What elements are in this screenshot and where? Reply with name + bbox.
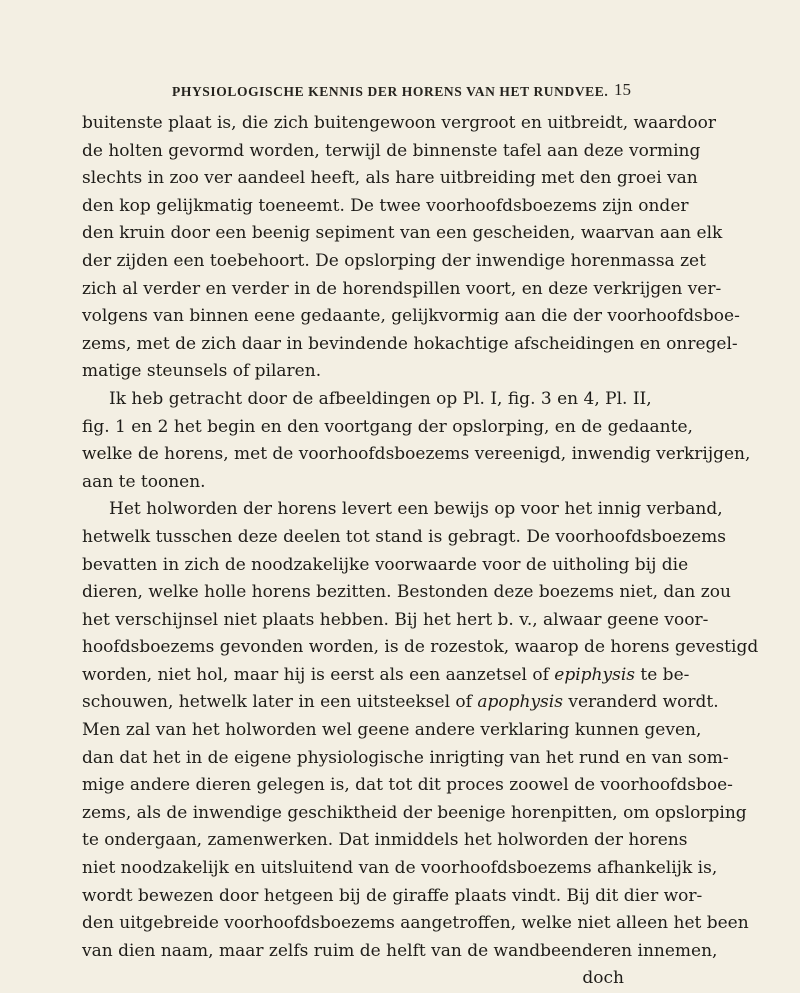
running-title: PHYSIOLOGISCHE KENNIS DER HORENS VAN HET RUNDVEE. bbox=[172, 84, 609, 99]
text-line: matige steunsels of pilaren. bbox=[82, 361, 322, 382]
text-line: mige andere dieren gelegen is, dat tot dit proces zoowel de voorhoofdsboe- bbox=[82, 775, 733, 796]
text-line: van dien naam, maar zelfs ruim de helft van de wandbeenderen innemen, bbox=[82, 940, 718, 961]
text-line: de holten gevormd worden, terwijl de binnenste tafel aan deze vorming bbox=[82, 140, 701, 161]
text-line: zich al verder en verder in de horendspillen voort, en deze verkrijgen ver- bbox=[82, 278, 722, 299]
text-line: zems, met de zich daar in bevindende hokachtige afscheidingen en onregel- bbox=[82, 333, 738, 354]
text-line: Men zal van het holworden wel geene andere verklaring kunnen geven, bbox=[82, 720, 702, 741]
text-line: zems, als de inwendige geschiktheid der beenige horenpitten, om opslorping bbox=[82, 802, 747, 823]
text-line: aan te toonen. bbox=[82, 471, 206, 492]
catchword: doch bbox=[582, 968, 624, 989]
italic-term: epiphysis bbox=[554, 664, 635, 685]
text-fragment: schouwen, hetwelk later in een uitsteeksel of bbox=[82, 692, 478, 713]
text-line: der zijden een toebehoort. De opslorping der inwendige horenmassa zet bbox=[82, 250, 706, 271]
page-number: 15 bbox=[614, 80, 631, 99]
text-line: dieren, welke holle horens bezitten. Bestonden deze boezems niet, dan zou bbox=[82, 582, 731, 603]
text-line: buitenste plaat is, die zich buitengewoon vergroot en uitbreidt, waardoor bbox=[82, 113, 716, 133]
text-line: welke de horens, met de voorhoofdsboezems vereenigd, inwendig verkrijgen, bbox=[82, 444, 751, 465]
text-line: den kruin door een beenig sepiment van een gescheiden, waarvan aan elk bbox=[82, 223, 723, 244]
text-line: fig. 1 en 2 het begin en den voortgang der opslorping, en de gedaante, bbox=[82, 416, 693, 437]
text-line: volgens van binnen eene gedaante, gelijkvormig aan die der voorhoofdsboe- bbox=[82, 306, 740, 327]
text-line: niet noodzakelijk en uitsluitend van de voorhoofdsboezems afhankelijk is, bbox=[82, 858, 718, 879]
text-line: hoofdsboezems gevonden worden, is de rozestok, waarop de horens gevestigd bbox=[82, 637, 759, 658]
text-line bbox=[82, 662, 690, 690]
text-line: den uitgebreide voorhoofdsboezems aangetroffen, welke niet alleen het been bbox=[82, 913, 749, 934]
text-line: slechts in zoo ver aandeel heeft, als hare uitbreiding met den groei van bbox=[82, 168, 698, 189]
text-line: te ondergaan, zamenwerken. Dat inmiddels het holworden der horens bbox=[82, 830, 688, 851]
text-fragment: worden, niet hol, maar hij is eerst als een aanzetsel of bbox=[82, 664, 555, 685]
text-line: Het holworden der horens levert een bewijs op voor het innig verband, bbox=[109, 499, 723, 520]
text-line: wordt bewezen door hetgeen bij de giraffe plaats vindt. Bij dit dier wor- bbox=[82, 885, 703, 906]
text-line: Ik heb getracht door de afbeeldingen op Pl. I, fig. 3 en 4, Pl. II, bbox=[109, 388, 652, 409]
text-line: bevatten in zich de noodzakelijke voorwaarde voor de uitholing bij die bbox=[82, 554, 689, 575]
text-line: hetwelk tusschen deze deelen tot stand is gebragt. De voorhoofdsboezems bbox=[82, 526, 726, 547]
text-line: den kop gelijkmatig toeneemt. De twee voorhoofdsboezems zijn onder bbox=[82, 195, 689, 216]
text-line: dan dat het in de eigene physiologische inrigting van het rund en van som- bbox=[82, 747, 729, 768]
italic-term: apophysis bbox=[477, 692, 563, 713]
text-line: het verschijnsel niet plaats hebben. Bij het hert b. v., alwaar geene voor- bbox=[82, 609, 709, 630]
text-fragment: veranderd wordt. bbox=[562, 692, 719, 713]
text-line bbox=[82, 689, 719, 717]
text-fragment: te be- bbox=[634, 664, 690, 685]
body-text bbox=[82, 110, 759, 993]
